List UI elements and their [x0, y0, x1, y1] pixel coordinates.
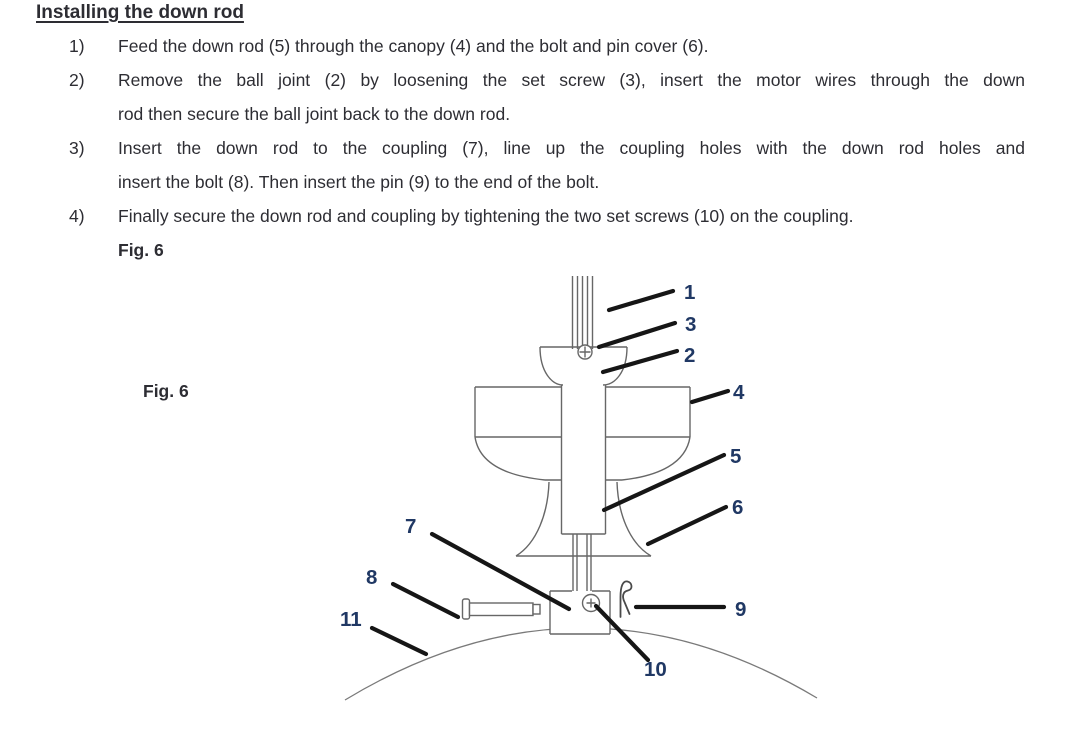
step-1-line-1: Feed the down rod (5) through the canopy (4) and the bolt and pin cover (6). [118, 36, 709, 56]
set-screw-ball-joint [578, 345, 592, 359]
leader-5 [604, 455, 724, 510]
step-4-line-1: Finally secure the down rod and coupling by tightening the two set screws (10) on the coupling. [118, 206, 854, 226]
leader-8 [393, 584, 458, 617]
callout-8: 8 [366, 566, 378, 589]
step-2-line-1: Remove the ball joint (2) by loosening the set screw (3), insert the motor wires through the down [118, 70, 1025, 90]
figure-caption-side: Fig. 6 [143, 381, 189, 401]
leader-11 [372, 628, 426, 654]
leader-6 [648, 507, 726, 544]
callout-4: 4 [733, 381, 745, 404]
bolt [463, 599, 541, 619]
leader-4 [692, 391, 728, 402]
callout-1: 1 [684, 281, 696, 304]
figure-caption-inline: Fig. 6 [118, 240, 164, 260]
leader-3 [599, 323, 675, 347]
step-2-line-2: rod then secure the ball joint back to the down rod. [118, 104, 511, 124]
step-1-number: 1) [69, 36, 85, 56]
callout-6: 6 [732, 496, 744, 519]
down-rod [562, 385, 606, 534]
leader-1 [609, 291, 673, 310]
step-2-number: 2) [69, 70, 85, 90]
callout-10: 10 [644, 658, 667, 681]
step-3-line-2: insert the bolt (8). Then insert the pin (9) to the end of the bolt. [118, 172, 600, 192]
callout-7: 7 [405, 515, 417, 538]
callout-3: 3 [685, 313, 697, 336]
step-3-line-1: Insert the down rod to the coupling (7), line up the coupling holes with the down rod holes and [118, 138, 1025, 158]
motor-housing-arc [345, 628, 817, 700]
callout-9: 9 [735, 598, 747, 621]
step-3-number: 3) [69, 138, 85, 158]
callout-labels [340, 281, 746, 681]
motor-wires [573, 276, 593, 349]
callout-11: 11 [340, 608, 362, 631]
callout-2: 2 [684, 344, 696, 367]
section-title: Installing the down rod [36, 2, 244, 23]
pin [621, 581, 632, 617]
step-4-number: 4) [69, 206, 85, 226]
callout-5: 5 [730, 445, 742, 468]
